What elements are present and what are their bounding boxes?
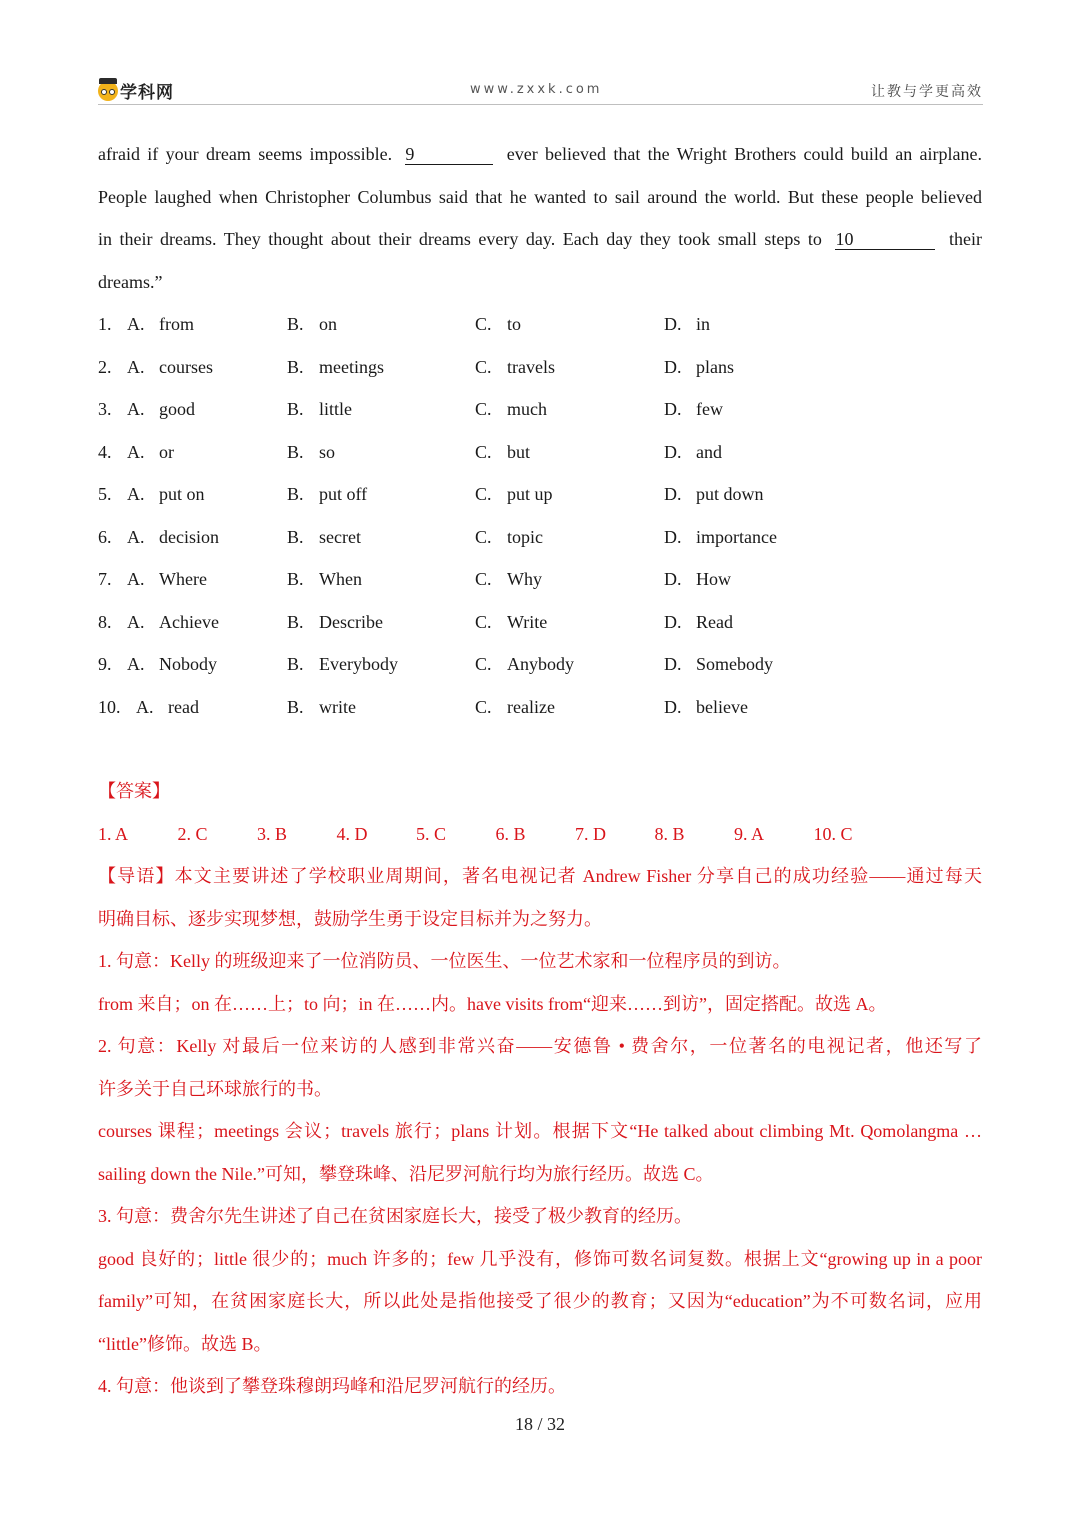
option-letter: A. (127, 569, 145, 589)
question-number: 5. (98, 484, 112, 504)
option-text: Achieve (159, 611, 219, 632)
option-letter: B. (287, 484, 304, 504)
answer-item: 1. A (98, 823, 129, 844)
explanation-3-line-2: good 良好的；little 很少的；much 许多的；few 几乎没有，修饰可数名词复数。根据上文“growing up in a poor (98, 1248, 982, 1269)
question-row (98, 686, 982, 729)
question-number: 7. (98, 569, 112, 589)
blank-9: 9 (405, 144, 493, 165)
question-number: 1. (98, 314, 112, 334)
option-letter: C. (475, 569, 492, 589)
answer-row (98, 813, 982, 856)
option-text: good (159, 399, 195, 419)
option-text: put down (696, 484, 764, 504)
option-text: put off (319, 484, 368, 504)
option-b (287, 346, 384, 389)
option-letter: A. (127, 356, 145, 377)
option-letter: B. (287, 569, 304, 589)
option-text: from (159, 314, 194, 334)
option-letter: B. (287, 526, 304, 547)
option-d (664, 558, 731, 601)
option-b (287, 516, 361, 559)
option-letter: D. (664, 526, 682, 547)
explanation-2-line-1: 2. 句意：Kelly 对最后一位来访的人感到非常兴奋——安德鲁 • 费舍尔，一位著名的电视记者，他还写了 (98, 1036, 982, 1056)
option-letter: C. (475, 356, 492, 377)
option-letter: A. (127, 441, 145, 462)
option-text: so (319, 441, 336, 462)
option-letter: A. (127, 654, 145, 674)
option-a (136, 686, 199, 729)
option-text: meetings (319, 356, 384, 377)
passage-line-3: in their dreams. They thought about their dreams every day. Each day they took small steps to 10 their (98, 229, 983, 249)
owl-logo-icon (98, 81, 118, 101)
option-text: When (319, 569, 362, 589)
option-d (664, 643, 773, 686)
page-header (98, 74, 983, 105)
option-c (475, 346, 555, 389)
option-letter: A. (127, 314, 145, 334)
option-b (287, 686, 356, 729)
option-text: topic (507, 526, 543, 547)
option-text: or (159, 441, 174, 462)
page-content (98, 133, 982, 1408)
option-c (475, 431, 530, 474)
option-c (475, 643, 574, 686)
option-text: realize (507, 696, 555, 717)
option-text: Describe (319, 611, 383, 632)
question-number: 2. (98, 356, 112, 377)
option-text: read (168, 696, 199, 717)
option-text: put on (159, 484, 205, 504)
passage-line-1: afraid if your dream seems impossible. 9 ever believed that the Wright Brothers could build an airplane. (98, 144, 982, 164)
option-c (475, 303, 521, 346)
option-b (287, 558, 362, 601)
option-text: courses (159, 356, 213, 377)
answer-item: 10. C (813, 823, 853, 844)
option-c (475, 516, 543, 559)
option-letter: D. (664, 611, 682, 632)
option-text: How (696, 569, 731, 589)
option-text: believe (696, 696, 748, 717)
answer-item: 5. C (416, 823, 447, 844)
option-letter: C. (475, 611, 492, 632)
option-text: few (696, 399, 723, 419)
question-row (98, 558, 982, 601)
option-d (664, 516, 777, 559)
explanation-2-line-4: sailing down the Nile.”可知，攀登珠峰、沿尼罗河航行均为旅行经历。故选 C。 (98, 1163, 714, 1184)
question-row (98, 346, 982, 389)
question-row (98, 643, 982, 686)
option-b (287, 388, 352, 431)
answer-item: 9. A (734, 823, 765, 844)
option-d (664, 686, 748, 729)
option-d (664, 346, 734, 389)
question-number: 9. (98, 654, 112, 674)
option-text: Write (507, 611, 548, 632)
option-letter: D. (664, 696, 682, 717)
option-letter: C. (475, 484, 492, 504)
option-text: Anybody (507, 654, 574, 674)
option-text: importance (696, 526, 777, 547)
option-d (664, 303, 710, 346)
question-row (98, 601, 982, 644)
passage-line-2: People laughed when Christopher Columbus said that he wanted to sail around the world. But these people believed (98, 186, 982, 207)
option-a (127, 558, 207, 601)
option-letter: B. (287, 696, 304, 717)
option-text: on (319, 314, 337, 334)
option-text: Nobody (159, 654, 217, 674)
explanation-3-line-3: family”可知，在贫困家庭长大，所以此处是指他接受了很少的教育；又因为“education”为不可数名词，应用 (98, 1291, 982, 1311)
option-letter: D. (664, 484, 682, 504)
option-a (127, 473, 205, 516)
option-b (287, 601, 383, 644)
option-letter: A. (127, 611, 145, 632)
option-letter: C. (475, 441, 492, 462)
question-row (98, 303, 982, 346)
answer-item: 8. B (654, 823, 685, 844)
question-row (98, 473, 982, 516)
question-number: 3. (98, 399, 112, 419)
option-text: little (319, 399, 352, 419)
option-letter: B. (287, 441, 304, 462)
option-text: Where (159, 569, 207, 589)
option-text: write (319, 696, 356, 717)
option-a (127, 516, 219, 559)
option-text: to (507, 314, 522, 334)
option-letter: A. (127, 484, 145, 504)
option-text: in (696, 314, 711, 334)
option-c (475, 686, 555, 729)
option-letter: A. (136, 696, 154, 717)
site-url: www.zxxk.com (470, 82, 603, 97)
option-letter: B. (287, 314, 304, 334)
option-a (127, 643, 217, 686)
option-letter: D. (664, 356, 682, 377)
explanation-3-line-1: 3. 句意：费舍尔先生讲述了自己在贫困家庭长大，接受了极少教育的经历。 (98, 1206, 692, 1226)
question-row (98, 516, 982, 559)
option-a (127, 431, 174, 474)
option-b (287, 431, 335, 474)
option-text: but (507, 441, 531, 462)
explanation-4-line-1: 4. 句意：他谈到了攀登珠穆朗玛峰和沿尼罗河航行的经历。 (98, 1376, 566, 1396)
option-letter: C. (475, 314, 492, 334)
option-b (287, 303, 337, 346)
option-text: and (696, 441, 722, 462)
option-letter: D. (664, 399, 682, 419)
lead-intro-line-2: 明确目标、逐步实现梦想，鼓励学生勇于设定目标并为之努力。 (98, 908, 602, 929)
option-letter: B. (287, 399, 304, 419)
header-slogan: 让教与学更高效 (871, 84, 983, 100)
logo-text: 学科网 (120, 83, 174, 103)
explanation-3-line-4: “little”修饰。故选 B。 (98, 1333, 272, 1354)
question-options (98, 303, 982, 728)
question-row (98, 431, 982, 474)
lead-intro-line-1: 【导语】本文主要讲述了学校职业周期间，著名电视记者 Andrew Fisher 分享自己的成功经验——通过每天 (98, 866, 982, 886)
question-row (98, 388, 982, 431)
option-c (475, 473, 553, 516)
option-text: Why (507, 569, 542, 589)
passage-line-4: dreams.” (98, 271, 163, 292)
option-a (127, 601, 219, 644)
explanation-2-line-3: courses 课程；meetings 会议；travels 旅行；plans 计划。根据下文“He talked about climbing Mt. Qomolangma … (98, 1121, 982, 1141)
answer-item: 2. C (177, 823, 208, 844)
question-number: 10. (98, 696, 121, 717)
option-letter: D. (664, 441, 682, 462)
option-letter: C. (475, 654, 492, 674)
question-number: 4. (98, 441, 112, 462)
option-letter: A. (127, 526, 145, 547)
answer-item: 4. D (336, 823, 368, 844)
option-text: plans (696, 356, 734, 377)
explanation-2-line-2: 许多关于自己环球旅行的书。 (98, 1078, 332, 1099)
question-number: 6. (98, 526, 112, 547)
option-letter: D. (664, 314, 682, 334)
option-text: secret (319, 526, 361, 547)
option-d (664, 388, 723, 431)
option-text: Everybody (319, 654, 398, 674)
explanation-1-line-2: from 来自；on 在……上；to 向；in 在……内。have visits from“迎来……到访”，固定搭配。故选 A。 (98, 993, 887, 1014)
option-letter: A. (127, 399, 145, 419)
option-letter: B. (287, 654, 304, 674)
answer-title: 【答案】 (98, 781, 170, 801)
option-letter: C. (475, 526, 492, 547)
option-text: Somebody (696, 654, 774, 674)
question-number: 8. (98, 611, 112, 632)
option-letter: B. (287, 611, 304, 632)
option-c (475, 601, 547, 644)
option-letter: B. (287, 356, 304, 377)
option-text: put up (507, 484, 553, 504)
option-d (664, 601, 733, 644)
option-letter: C. (475, 696, 492, 717)
option-text: decision (159, 526, 219, 547)
option-c (475, 388, 547, 431)
answer-item: 7. D (575, 823, 606, 844)
answer-item: 3. B (257, 823, 288, 844)
option-letter: D. (664, 569, 682, 589)
option-text: much (507, 399, 547, 419)
option-d (664, 431, 722, 474)
page-number: 18 / 32 (514, 1414, 565, 1434)
answer-item: 6. B (495, 823, 526, 844)
option-text: travels (507, 356, 555, 377)
option-letter: C. (475, 399, 492, 419)
option-text: Read (696, 611, 733, 632)
option-c (475, 558, 542, 601)
option-d (664, 473, 764, 516)
option-b (287, 473, 367, 516)
option-a (127, 346, 213, 389)
site-logo[interactable] (98, 78, 174, 103)
explanation-1-line-1: 1. 句意：Kelly 的班级迎来了一位消防员、一位医生、一位艺术家和一位程序员的到访。 (98, 951, 791, 971)
blank-10: 10 (835, 229, 935, 250)
option-letter: D. (664, 654, 682, 674)
option-a (127, 303, 194, 346)
option-a (127, 388, 195, 431)
option-b (287, 643, 398, 686)
